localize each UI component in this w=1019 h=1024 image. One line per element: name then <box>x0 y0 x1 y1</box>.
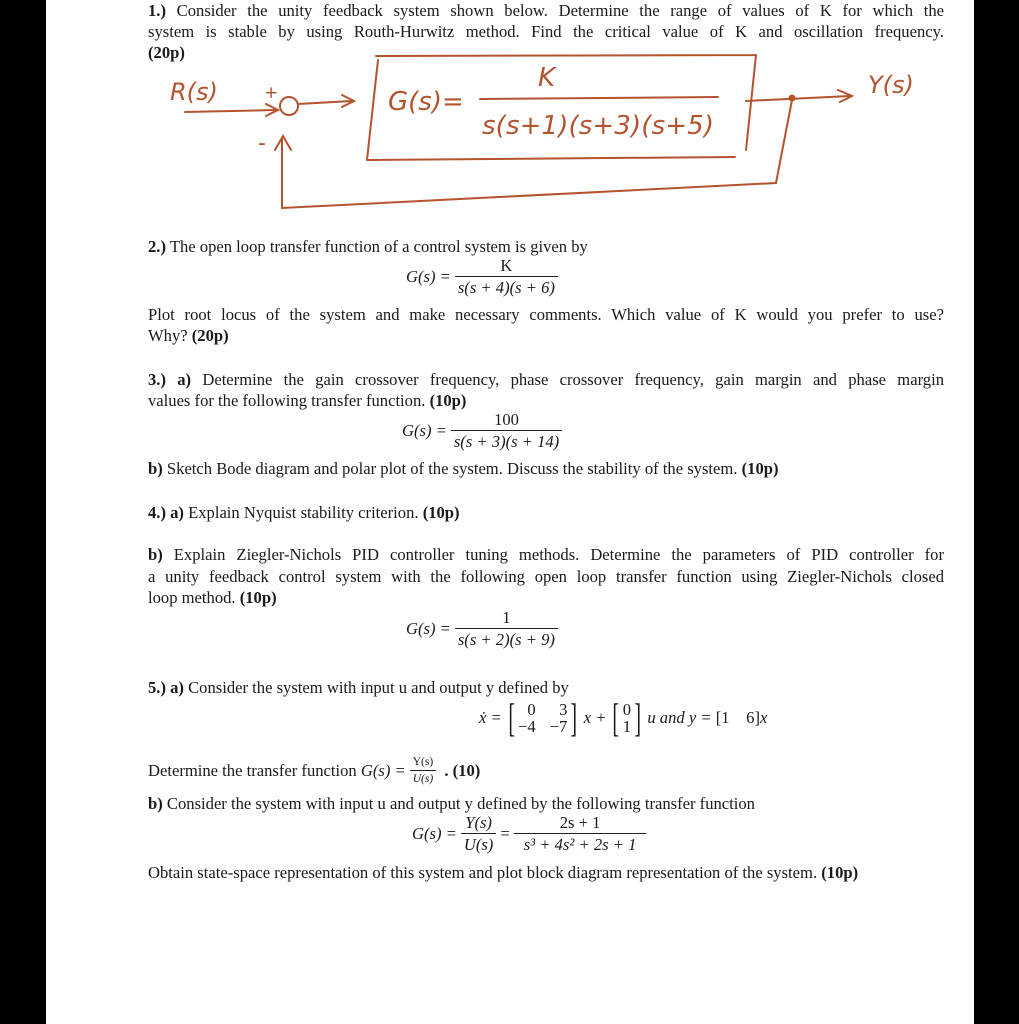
eq-numerator: K <box>500 256 513 275</box>
matrix-c: [1 6] <box>715 708 760 727</box>
q2-equation <box>406 257 562 297</box>
b1: 0 <box>622 700 632 719</box>
text: Explain Nyquist stability criterion. <box>183 503 423 522</box>
text: values for the following transfer function. <box>148 391 430 410</box>
q5-line-1 <box>148 678 944 698</box>
x-var: x <box>759 708 768 727</box>
eq-num2: 2s + 1 <box>559 813 601 832</box>
y-lhs: y = <box>688 708 712 727</box>
q4-line-4 <box>148 588 944 608</box>
u-and: u and <box>647 708 685 727</box>
numerator-k: K <box>538 63 556 93</box>
bold-text: 2.) <box>148 237 166 256</box>
bold-text: 3.) a) <box>148 370 192 389</box>
q3-line-1 <box>148 370 944 390</box>
eq-denominator: s(s + 4)(s + 6) <box>455 276 558 297</box>
eq-lhs: G(s) = <box>406 267 451 286</box>
bold-text: (10p) <box>429 391 467 410</box>
eq-numerator: 100 <box>494 410 519 429</box>
text: Obtain state-space representation of this system and plot block diagram representation of the system. <box>148 863 822 882</box>
eq-lhs: G(s) = <box>412 824 457 843</box>
bold-text: b) <box>148 459 163 478</box>
a11: 0 <box>527 700 536 719</box>
output-label: Y(s) <box>868 71 914 99</box>
q2-line-1 <box>148 237 944 257</box>
a21: −4 <box>518 717 536 736</box>
state-space-equation <box>479 695 768 740</box>
eq-den2: s³ + 4s² + 2s + 1 <box>514 833 647 854</box>
eq-lhs: G(s) = <box>402 421 447 440</box>
eq-den1: U(s) <box>461 833 497 854</box>
q5-line-3 <box>148 863 944 883</box>
q5-equation <box>412 814 650 854</box>
q3-line-2 <box>148 391 944 411</box>
q4-equation <box>406 609 562 649</box>
text: Determine the gain crossover frequency, phase crossover frequency, gain margin and phase margin <box>191 370 944 389</box>
denominator: s(s+1)(s+3)(s+5) <box>482 111 714 141</box>
eq-sign: = <box>500 824 510 843</box>
bold-text: 5.) a) <box>148 678 184 697</box>
xdot-lhs: ẋ = <box>479 708 502 727</box>
eq-denominator: s(s + 3)(s + 14) <box>451 430 562 451</box>
bold-text: b) <box>148 794 163 813</box>
matrix-a: [ 0 3 −4 −7 ] <box>508 695 578 740</box>
text: Explain Ziegler-Nichols PID controller tuning methods. Determine the parameters of PID controller for <box>162 545 944 564</box>
determine-text: Determine the transfer function <box>148 761 361 780</box>
a22: −7 <box>549 717 568 736</box>
input-label: R(s) <box>170 78 218 106</box>
text: system is stable by using Routh-Hurwitz method. Find the critical value of K and oscillation frequency. <box>148 22 944 41</box>
bold-text: (10p) <box>741 459 779 478</box>
bold-text: b) <box>148 545 163 564</box>
bold-text: 1.) <box>148 1 166 20</box>
fraction-line <box>480 97 718 99</box>
g-label: G(s)= <box>388 87 464 117</box>
q4-line-1 <box>148 503 944 523</box>
output-arrow <box>746 90 852 102</box>
bold-text: (20p) <box>148 43 185 62</box>
bold-text: (10p) <box>422 503 460 522</box>
q5-line-2 <box>148 794 944 814</box>
q4-line-3 <box>148 567 944 587</box>
text: loop method. <box>148 588 240 607</box>
bold-text: (10p) <box>239 588 277 607</box>
bold-text: (10p) <box>821 863 859 882</box>
frac-num: Y(s) <box>412 756 434 768</box>
q4-line-2 <box>148 545 944 565</box>
frac-den: U(s) <box>410 770 436 786</box>
q2-line-3 <box>148 326 944 346</box>
text: Sketch Bode diagram and polar plot of the system. Discuss the stability of the system. <box>162 459 742 478</box>
eq-denominator: s(s + 2)(s + 9) <box>455 628 558 649</box>
b2: 1 <box>622 717 632 736</box>
q2-line-2 <box>148 305 944 325</box>
minus-sign: - <box>258 131 266 156</box>
eq-numerator: 1 <box>502 608 511 627</box>
eq-num1: Y(s) <box>465 813 492 832</box>
text: The open loop transfer function of a control system is given by <box>165 237 588 256</box>
points: . (10) <box>440 761 481 780</box>
block-diagram <box>0 0 1019 230</box>
x-plus: x + <box>583 708 607 727</box>
bold-text: (20p) <box>191 326 229 345</box>
text: a unity feedback control system with the following open loop transfer function using Ziegler-Nichols closed <box>148 567 944 586</box>
summing-junction <box>280 97 298 115</box>
bold-text: 4.) a) <box>148 503 184 522</box>
plus-sign: + <box>264 83 279 103</box>
sum-to-block-arrow <box>298 95 354 107</box>
q3-line-3 <box>148 459 944 479</box>
text: Consider the system with input u and output y defined by the following transfer function <box>162 794 755 813</box>
exam-page <box>46 0 974 1024</box>
a12: 3 <box>559 700 568 719</box>
text: Plot root locus of the system and make necessary comments. Which value of K would you prefer to use? <box>148 305 944 324</box>
text: Why? <box>148 326 192 345</box>
matrix-b: [ 0 1 ] <box>612 695 642 740</box>
q3-equation <box>402 411 566 451</box>
text: Consider the unity feedback system shown below. Determine the range of values of K for which the <box>165 1 944 20</box>
text: Consider the system with input u and output y defined by <box>183 678 569 697</box>
determine-line <box>148 756 480 786</box>
g-lhs: G(s) = <box>360 761 406 780</box>
eq-lhs: G(s) = <box>406 619 451 638</box>
